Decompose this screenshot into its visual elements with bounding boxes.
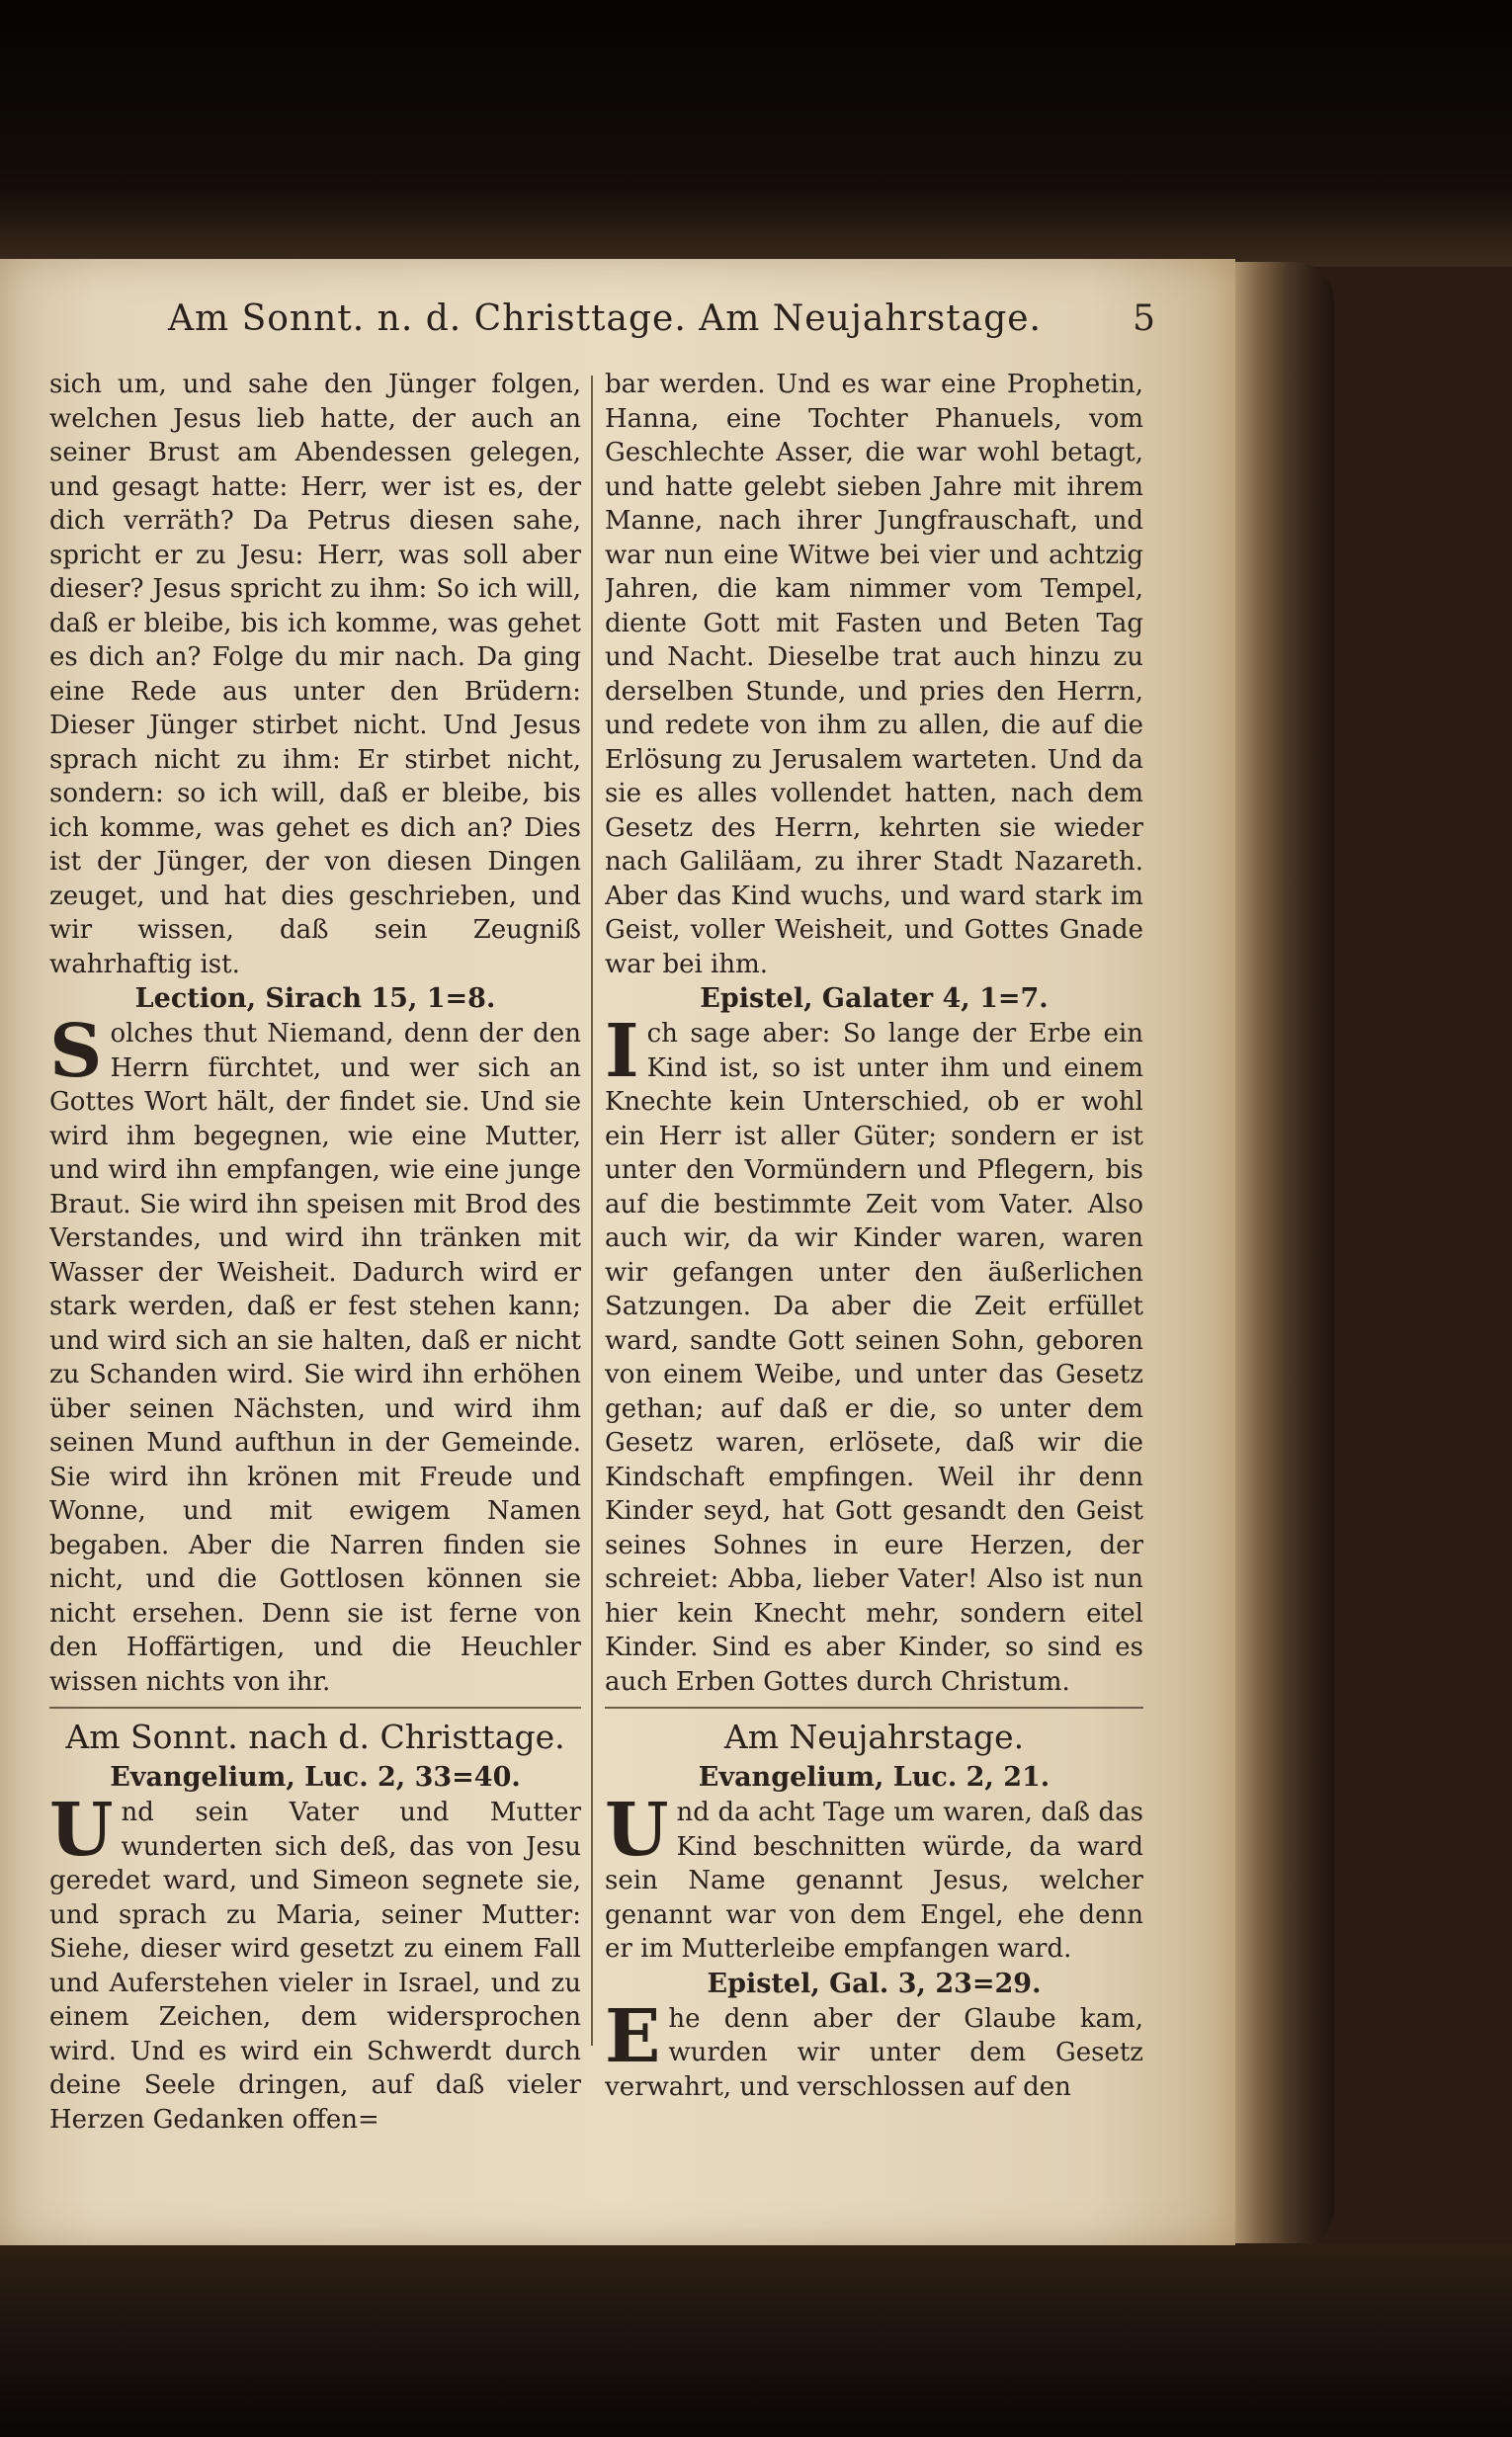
left-column xyxy=(49,368,581,2206)
drop-cap: S xyxy=(49,1009,103,1094)
drop-cap: I xyxy=(605,1009,639,1094)
epistle-text: ch sage aber: So lange der Erbe ein Kind ist, so ist unter ihm und einem Knechte kein Unterschied, ob er wohl ein Herr ist aller Güter; sondern er ist unter den Vormündern und Pflegern, bis auf die bestimmte Zeit vom Vater. Also auch wir, da wir Kinder waren, waren wir gefangen unter den äußerlichen Satzungen. Da aber die Zeit erfüllet ward, sandte Gott seinen Sohn, geboren von einem Weibe, und unter das Gesetz gethan; auf daß er die, so unter dem Gesetz waren, erlösete, daß wir die Kindschaft empfingen. Weil ihr denn Kinder seyd, hat Gott gesandt den Geist seines Sohnes in eure Herzen, der schreiet: Abba, lieber Vater! Also ist nun hier kein Knecht mehr, sondern eitel Kinder. Sind es aber Kinder, so sind es auch Erben Gottes durch Christum. xyxy=(605,1019,1143,1697)
gospel-paragraph xyxy=(49,1788,581,2137)
book-page xyxy=(0,259,1235,2245)
gospel-heading: Evangelium, Luc. 2, 21. xyxy=(698,1762,1050,1793)
epistle-paragraph xyxy=(605,1009,1143,1699)
drop-cap: U xyxy=(49,1788,114,1873)
epistle-heading: Epistel, Galater 4, 1=7. xyxy=(700,983,1049,1014)
lection-text: olches thut Niemand, denn der den Herrn fürchtet, und wer sich an Gottes Wort hält, der findet sie. Und sie wird ihm begegnen, wie eine Mutter, und wird ihn empfangen, wie eine junge Braut. Sie wird ihn speisen mit Brod des Verstandes, und wird ihn tränken mit Wasser der Weisheit. Dadurch wird er stark werden, daß er fest stehen kann; und wird sich an sie halten, daß er nicht zu Schanden wird. Sie wird ihn erhöhen über seinen Nächsten, und wird ihm seinen Mund aufthun in der Gemeinde. Sie wird ihn krönen mit Freude und Wonne, und mit ewigem Namen begaben. Aber die Narren finden sie nicht, und die Gottlosen können sie nicht ersehen. Denn sie ist ferne von den Hoffärtigen, und die Heuchler wissen nichts von ihr. xyxy=(49,1019,581,1697)
epistle-heading: Epistel, Gal. 3, 23=29. xyxy=(707,1968,1042,1999)
running-title: Am Sonnt. n. d. Christtage. Am Neujahrstage. xyxy=(168,298,1042,339)
section-title: Am Neujahrstage. xyxy=(723,1718,1025,1756)
background-top xyxy=(0,0,1512,267)
section-rule xyxy=(49,1707,581,1709)
background-bottom xyxy=(0,2243,1512,2437)
column-divider xyxy=(591,376,593,2046)
lection-continuation: bar werden. Und es war eine Prophetin, Hanna, eine Tochter Phanuels, vom Geschlechte Asser, die war wohl betagt, und hatte gelebt sieben Jahre mit ihrem Manne, nach ihrer Jungfrauschaft, und war nun eine Witwe bei vier und achtzig Jahren, die kam nimmer vom Tempel, diente Gott mit Fasten und Beten Tag und Nacht. Dieselbe trat auch hinzu zu derselben Stunde, und pries den Herrn, und redete von ihm zu allen, die auf die Erlösung zu Jerusalem warteten. Und da sie es alles vollendet hatten, nach dem Gesetz des Herrn, kehrten sie wieder nach Galiläam, zu ihrer Stadt Nazareth. Aber das Kind wuchs, und ward stark im Geist, voller Weisheit, und Gottes Gnade war bei ihm. xyxy=(605,370,1143,979)
section-rule xyxy=(605,1707,1143,1709)
epistle-paragraph xyxy=(605,1993,1143,2105)
lection-paragraph xyxy=(49,1009,581,1699)
gospel-text: nd da acht Tage um waren, daß das Kind beschnitten würde, da ward sein Name genannt Jesus, welcher genannt war von dem Engel, ehe denn er im Mutterleibe empfangen ward. xyxy=(605,1798,1143,1964)
running-head xyxy=(168,298,1156,358)
page-number: 5 xyxy=(1133,298,1156,339)
section-title: Am Sonnt. nach d. Christtage. xyxy=(65,1718,565,1756)
gospel-heading: Evangelium, Luc. 2, 33=40. xyxy=(110,1762,521,1793)
drop-cap: E xyxy=(605,1993,661,2079)
book-spine xyxy=(1225,262,1334,2248)
gospel-continuation: sich um, und sahe den Jünger folgen, welchen Jesus lieb hatte, der auch an seiner Brust am Abendessen gelegen, und gesagt hatte: Herr, wer ist es, der dich verräth? Da Petrus diesen sahe, spricht er zu Jesu: Herr, was soll aber dieser? Jesus spricht zu ihm: So ich will, daß er bleibe, bis ich komme, was gehet es dich an? Folge du mir nach. Da ging eine Rede aus unter den Brüdern: Dieser Jünger stirbet nicht. Und Jesus sprach nicht zu ihm: Er stirbet nicht, sondern: so ich will, daß er bleibe, bis ich komme, was gehet es dich an? Dies ist der Jünger, der von diesen Dingen zeuget, und hat dies geschrieben, und wir wissen, daß sein Zeugniß wahrhaftig ist. xyxy=(49,370,581,979)
drop-cap: U xyxy=(605,1788,669,1873)
gospel-paragraph xyxy=(605,1788,1143,1967)
gospel-text: nd sein Vater und Mutter wunderten sich deß, das von Jesu geredet ward, und Simeon segnete sie, und sprach zu Maria, seiner Mutter: Siehe, dieser wird gesetzt zu einem Fall und Auferstehen vieler in Israel, und zu einem Zeichen, dem widersprochen wird. Und es wird ein Schwerdt durch deine Seele dringen, auf daß vieler Herzen Gedanken offen= xyxy=(49,1798,581,2135)
epistle-text: he denn aber der Glaube kam, wurden wir unter dem Gesetz verwahrt, und verschlossen auf den xyxy=(605,2003,1143,2102)
right-column xyxy=(605,368,1143,2206)
lection-heading: Lection, Sirach 15, 1=8. xyxy=(134,983,496,1014)
